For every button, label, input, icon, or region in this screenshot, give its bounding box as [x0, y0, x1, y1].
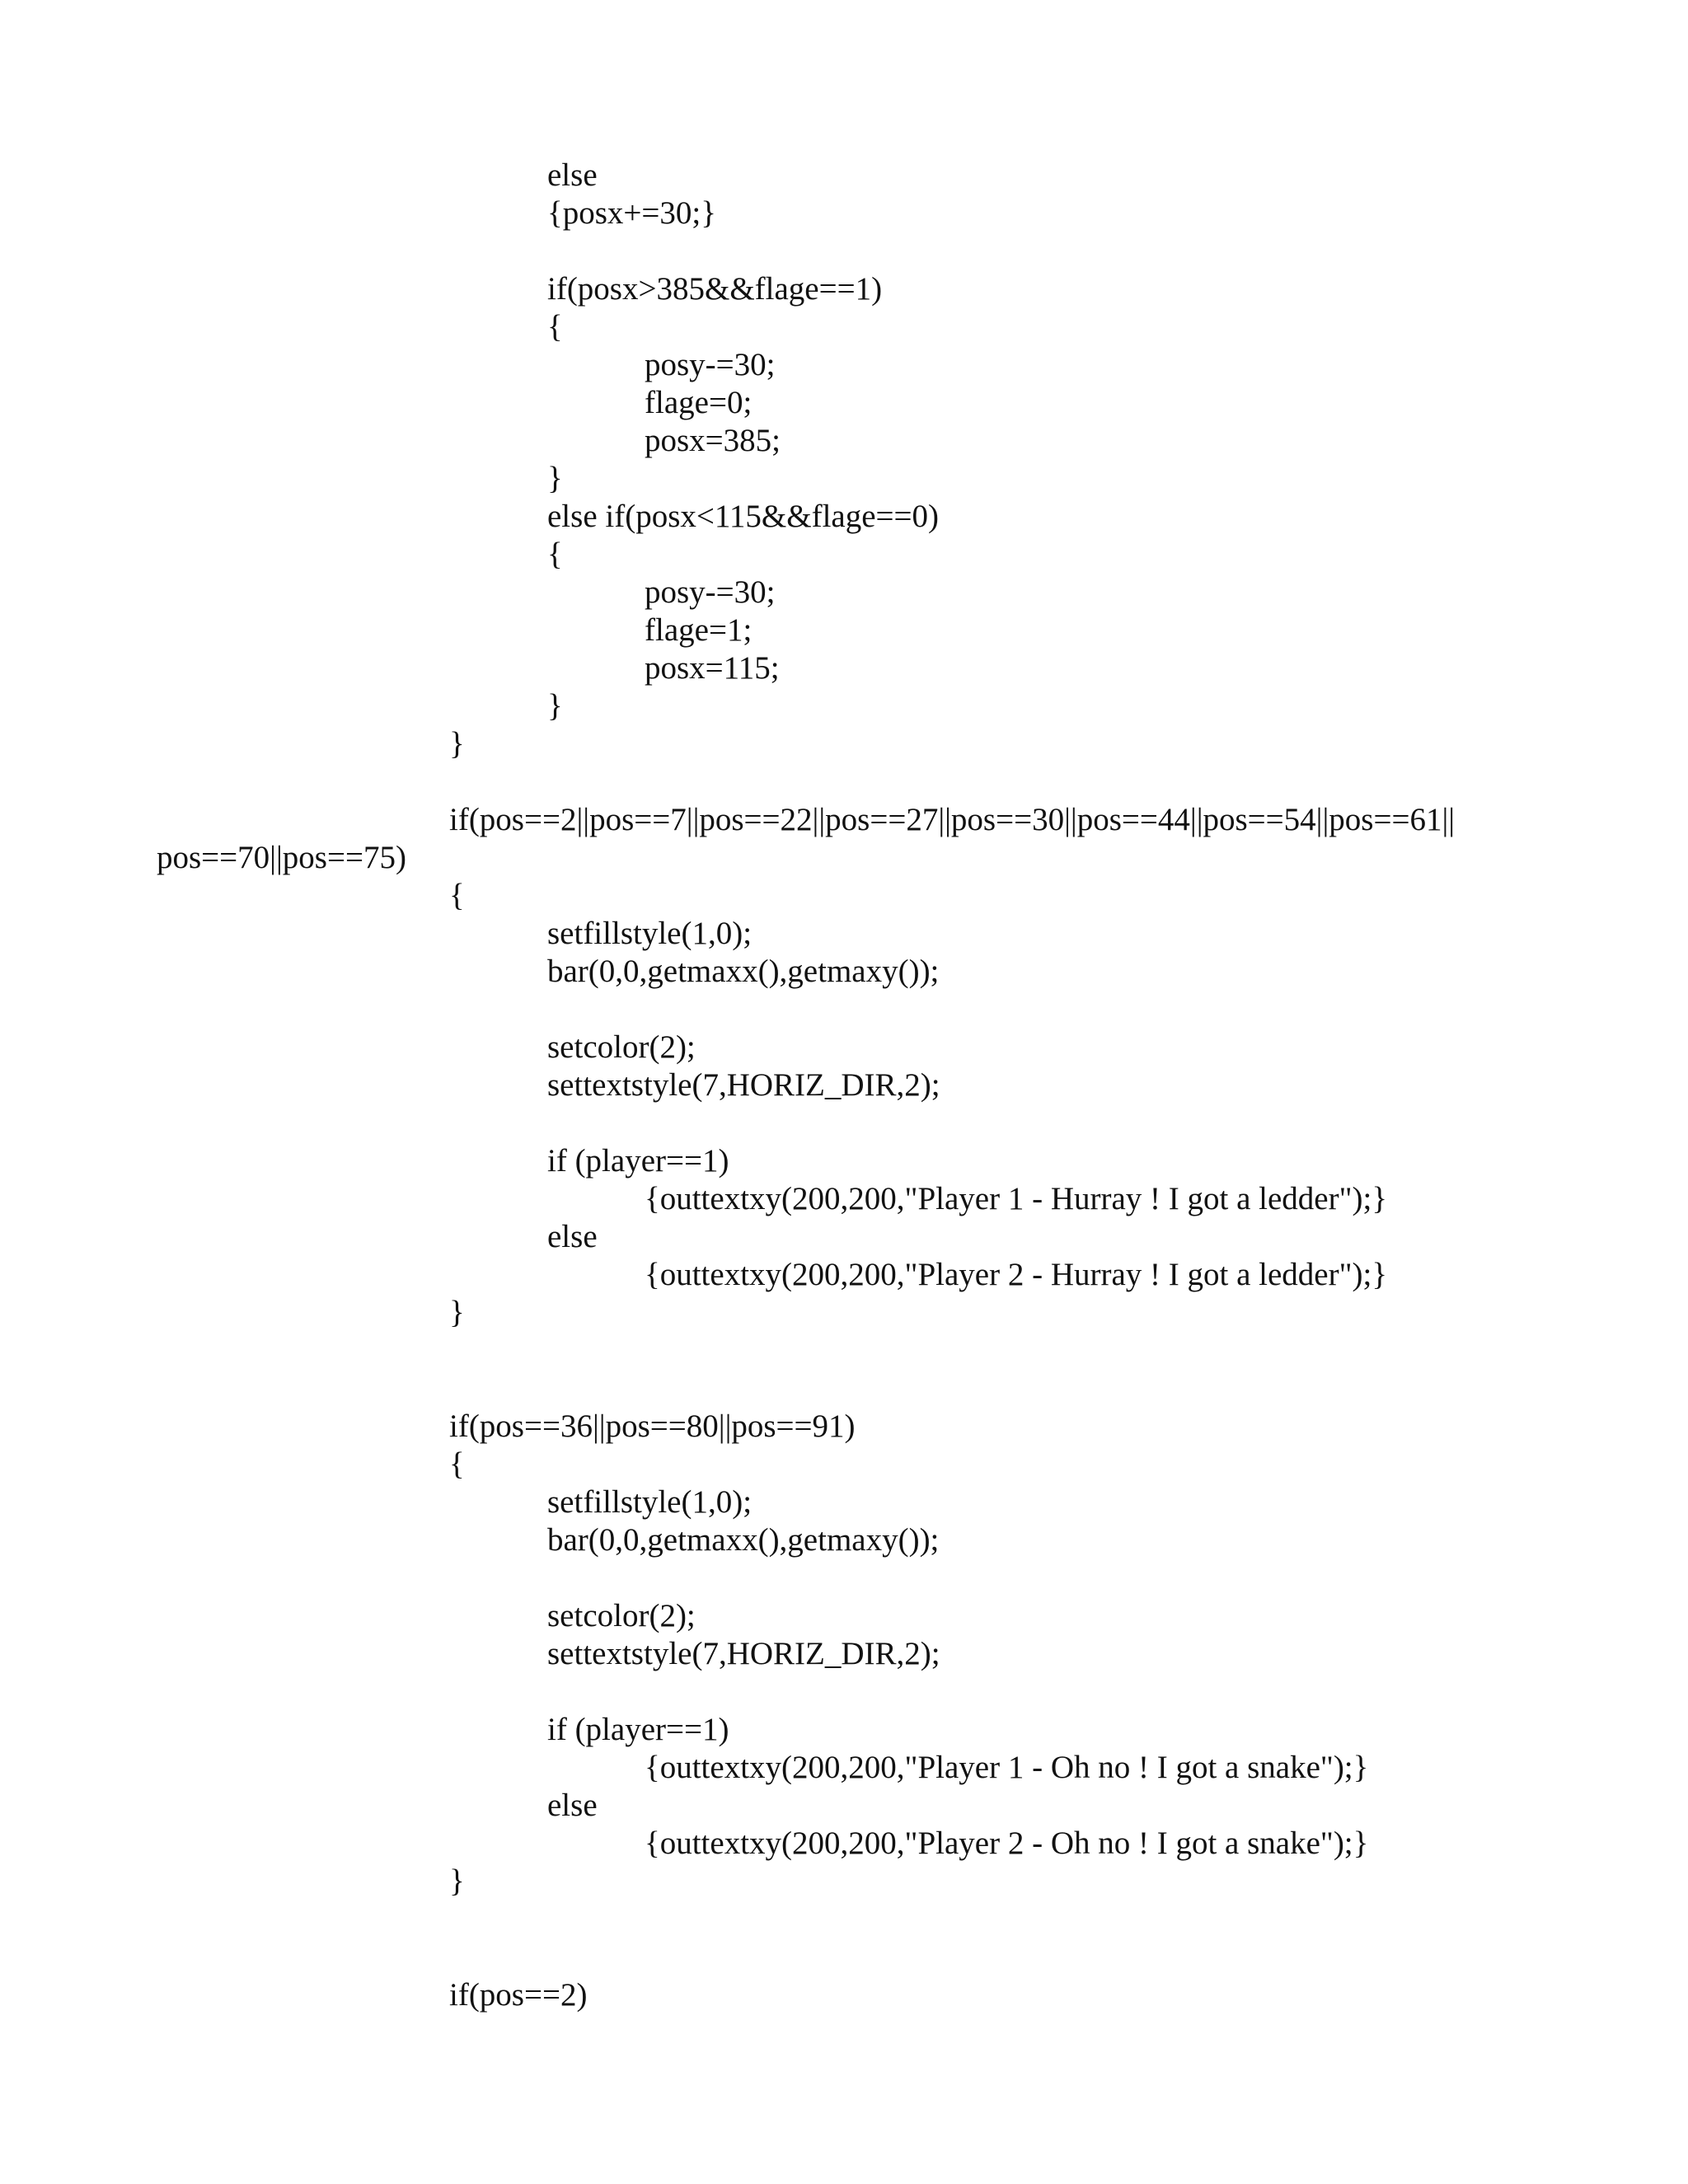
code-line: else if(posx<115&&flage==0)	[547, 499, 940, 534]
code-line: if(pos==2)	[449, 1977, 588, 2013]
code-line: flage=1;	[645, 612, 753, 648]
code-line: posy-=30;	[645, 347, 776, 382]
code-line: setfillstyle(1,0);	[547, 1484, 753, 1520]
code-line: posx=115;	[645, 650, 780, 686]
code-line: if (player==1)	[547, 1143, 729, 1179]
code-line: }	[547, 688, 563, 724]
code-line: if(pos==36||pos==80||pos==91)	[449, 1408, 856, 1444]
code-line: pos==70||pos==75)	[157, 840, 406, 875]
code-line: if(posx>385&&flage==1)	[547, 271, 883, 307]
code-line: posx=385;	[645, 423, 781, 458]
code-line: {outtextxy(200,200,"Player 1 - Hurray ! I got a ledder");}	[645, 1181, 1388, 1216]
code-line: bar(0,0,getmaxx(),getmaxy());	[547, 1522, 940, 1558]
code-line: if(pos==2||pos==7||pos==22||pos==27||pos==30||pos==44||pos==54||pos==61||	[449, 802, 1456, 837]
code-line: settextstyle(7,HORIZ_DIR,2);	[547, 1067, 940, 1103]
code-line: setcolor(2);	[547, 1598, 696, 1633]
code-line: else	[547, 1219, 598, 1254]
code-line: if (player==1)	[547, 1712, 729, 1747]
code-line: bar(0,0,getmaxx(),getmaxy());	[547, 954, 940, 989]
code-line: {	[449, 1446, 465, 1482]
code-line: {outtextxy(200,200,"Player 2 - Hurray ! I got a ledder");}	[645, 1257, 1388, 1292]
code-line: }	[449, 726, 465, 762]
code-line: {posx+=30;}	[547, 195, 716, 231]
code-line: setcolor(2);	[547, 1029, 696, 1065]
code-line: {	[547, 537, 563, 572]
code-line: }	[449, 1863, 465, 1899]
code-line: {	[547, 309, 563, 344]
code-line: else	[547, 157, 598, 193]
code-line: }	[547, 461, 563, 496]
code-line: setfillstyle(1,0);	[547, 916, 753, 951]
code-line: {	[449, 878, 465, 913]
code-line: }	[449, 1295, 465, 1330]
code-line: posy-=30;	[645, 574, 776, 610]
code-line: {outtextxy(200,200,"Player 1 - Oh no ! I got a snake");}	[645, 1750, 1369, 1785]
code-line: else	[547, 1788, 598, 1823]
code-line: settextstyle(7,HORIZ_DIR,2);	[547, 1636, 940, 1671]
code-line: {outtextxy(200,200,"Player 2 - Oh no ! I got a snake");}	[645, 1825, 1369, 1861]
code-line: flage=0;	[645, 385, 753, 420]
